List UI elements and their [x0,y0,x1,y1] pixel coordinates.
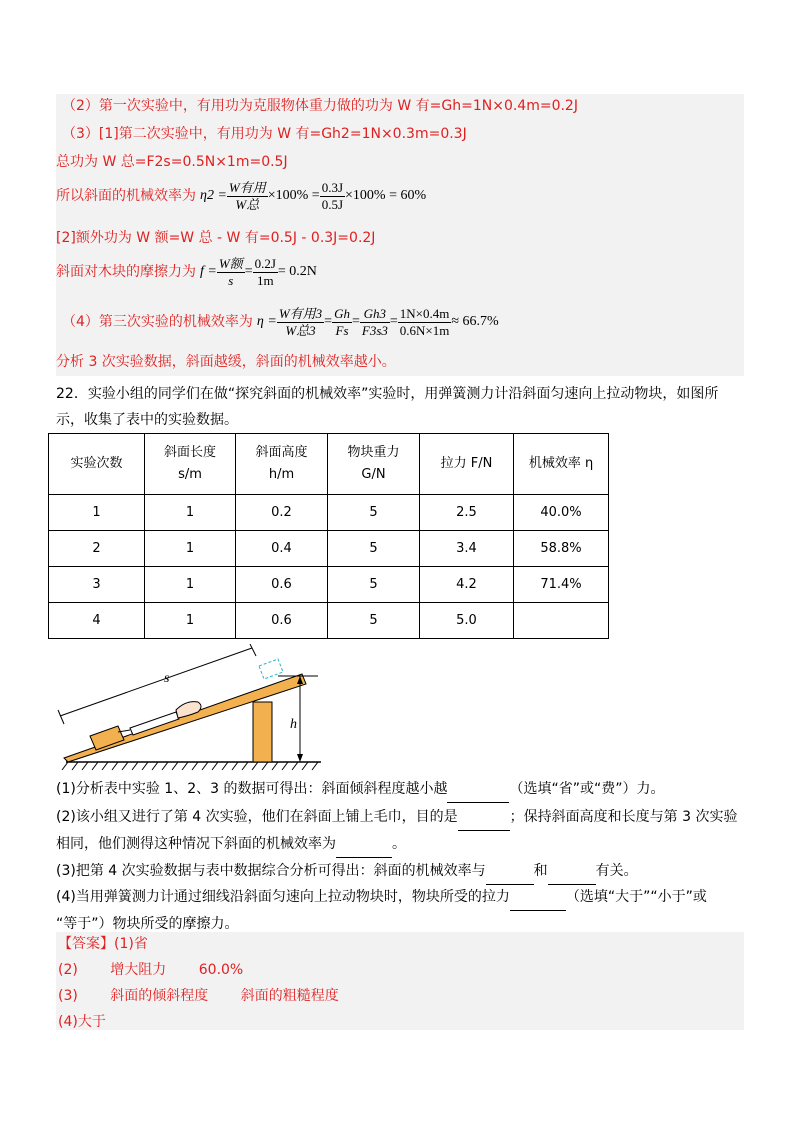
blank [486,858,534,885]
cell: 1 [145,603,236,639]
cell: 40.0% [514,495,609,531]
cell: 0.6 [236,567,328,603]
equals-3: = [389,314,398,329]
header-weight: 物块重力 G/N [328,434,420,495]
answer-box [56,932,744,1030]
solution-line-5: [2]额外功为 W 额=W 总 - W 有=0.5J - 0.3J=0.2J [56,230,376,246]
block [90,726,124,750]
answer-2b: 60.0% [198,962,244,978]
cell: 5 [328,603,420,639]
q2-line2: 相同，他们测得这种情况下斜面的机械效率为 [56,836,336,852]
cell: 1 [49,495,145,531]
f-symbol: f = [200,264,217,279]
fraction-gh3: $\frac{Gh3}{F3s3}$ [361,305,388,338]
cell: 3 [49,567,145,603]
cell: 1 [145,531,236,567]
header-length: 斜面长度 s/m [145,434,236,495]
blank [510,884,566,911]
cell: 71.4% [514,567,609,603]
q4-tail: （选填“大于”“小于”或 [565,889,707,905]
cell: 3.4 [420,531,514,567]
solution-line-7 [62,302,499,342]
answer-line-4: (4)大于 [58,1014,106,1030]
q2-tail: ；保持斜面高度和长度与第 3 次实验 [509,809,738,825]
solution-line-2: （3）[1]第二次实验中，有用功为 W 有=Gh2=1N×0.3m=0.3J [62,126,467,142]
cell: 2 [49,531,145,567]
cell: 5 [328,531,420,567]
efficiency-result: ×100% = 60% [345,188,427,203]
answer-label: 【答案】 [58,936,114,952]
header-trial: 实验次数 [49,434,145,495]
question-intro: 22．实验小组的同学们在做“探究斜面的机械效率”实验时，用弹簧测力计沿斜面匀速向上拉动物块，如图所示，收集了表中的实验数据。 [56,386,719,428]
table-row [49,495,609,531]
h-label: h [290,717,297,732]
blank [548,858,596,885]
answer-2-num: (2) [58,962,78,978]
answer-3b: 斜面的粗糙程度 [240,988,339,1004]
subquestion-2 [56,804,744,858]
eta-symbol: η = [256,314,277,329]
cell: 4 [49,603,145,639]
friction-result: = 0.2N [277,264,317,279]
answer-3a: 斜面的倾斜程度 [110,988,209,1004]
solution-line-4 [56,176,426,216]
q4-line2: “等于”）物块所受的摩擦力。 [56,916,239,932]
answer-line-2 [58,960,243,980]
fraction-gh-fs: $\frac{Gh}{Fs}$ [334,305,350,338]
fraction-useful-total: $\frac{\text{W有用}}{\text{W总}}$ [228,179,266,212]
eta2-symbol: η2 = [200,188,227,203]
support-post [253,702,272,762]
subquestion-1 [56,776,744,803]
cell: 0.6 [236,603,328,639]
blank [447,776,509,803]
cell: 4.2 [420,567,514,603]
answer-line-1 [58,934,148,954]
equals-2: = [351,314,360,329]
header-efficiency: 机械效率 η [514,434,609,495]
subquestion-3 [56,858,744,885]
incline-figure [56,644,326,774]
q4-text: (4)当用弹簧测力计通过细线沿斜面匀速向上拉动物块时，物块所受的拉力 [56,889,510,905]
cell: 0.2 [236,495,328,531]
subquestion-4 [56,884,744,937]
times-100: ×100% = [267,188,320,203]
q3-end: 有关。 [595,863,638,879]
equals: = [244,264,253,279]
fraction-values: $\frac{0.3J}{0.5J}$ [321,179,344,212]
friction-label: 斜面对木块的摩擦力为 [56,264,196,280]
third-efficiency-label: （4）第三次实验的机械效率为 [62,314,253,330]
q2-end: 。 [392,836,406,852]
data-table [48,433,609,639]
fraction-w3: $\frac{\text{W有用3}}{\text{W总3}}$ [278,305,323,338]
ground-hatch [62,762,318,770]
blank [336,831,392,858]
solution-line-8: 分析 3 次实验数据，斜面越缓，斜面的机械效率越小。 [56,354,396,370]
fraction-extra-work: $\frac{\text{W额}}{s}$ [218,255,243,288]
answer-3-num: (3) [58,988,78,1004]
table-row [49,567,609,603]
table-row [49,531,609,567]
s-label: s [164,671,170,686]
cell: 0.4 [236,531,328,567]
table-header-row [49,434,609,495]
answer-1: (1)省 [114,936,148,952]
cell: 2.5 [420,495,514,531]
answer-line-3 [58,986,339,1006]
solution-line-6 [56,252,317,292]
cell: 58.8% [514,531,609,567]
answer-2a: 增大阻力 [110,962,167,978]
fraction-numeric: $\frac{1N\times 0.4m}{0.6N\times 1m}$ [399,305,450,338]
cell: 1 [145,567,236,603]
header-force: 拉力 F/N [420,434,514,495]
equals-1: = [324,314,333,329]
q3-and: 和 [533,863,548,879]
cell: 1 [145,495,236,531]
solution-line-3: 总功为 W 总=F2s=0.5N×1m=0.5J [56,154,288,170]
fraction-friction-values: $\frac{0.2J}{1m}$ [254,255,276,288]
blank [458,804,510,831]
cell: 5 [328,495,420,531]
third-efficiency-result: ≈ 66.7% [451,314,499,329]
cell: 5.0 [420,603,514,639]
q1-text: (1)分析表中实验 1、2、3 的数据可得出：斜面倾斜程度越小越 [56,781,448,797]
efficiency-label: 所以斜面的机械效率为 [56,188,196,204]
table-row [49,603,609,639]
cell: 5 [328,567,420,603]
solution-line-1: （2）第一次实验中，有用功为克服物体重力做的功为 W 有=Gh=1N×0.4m=0.2J [62,98,578,114]
q2-text: (2)该小组又进行了第 4 次实验，他们在斜面上铺上毛巾，目的是 [56,809,458,825]
cell [514,603,609,639]
q3-text: (3)把第 4 次实验数据与表中数据综合分析可得出：斜面的机械效率与 [56,863,486,879]
q1-tail: （选填“省”或“费”）力。 [509,781,665,797]
header-height: 斜面高度 h/m [236,434,328,495]
